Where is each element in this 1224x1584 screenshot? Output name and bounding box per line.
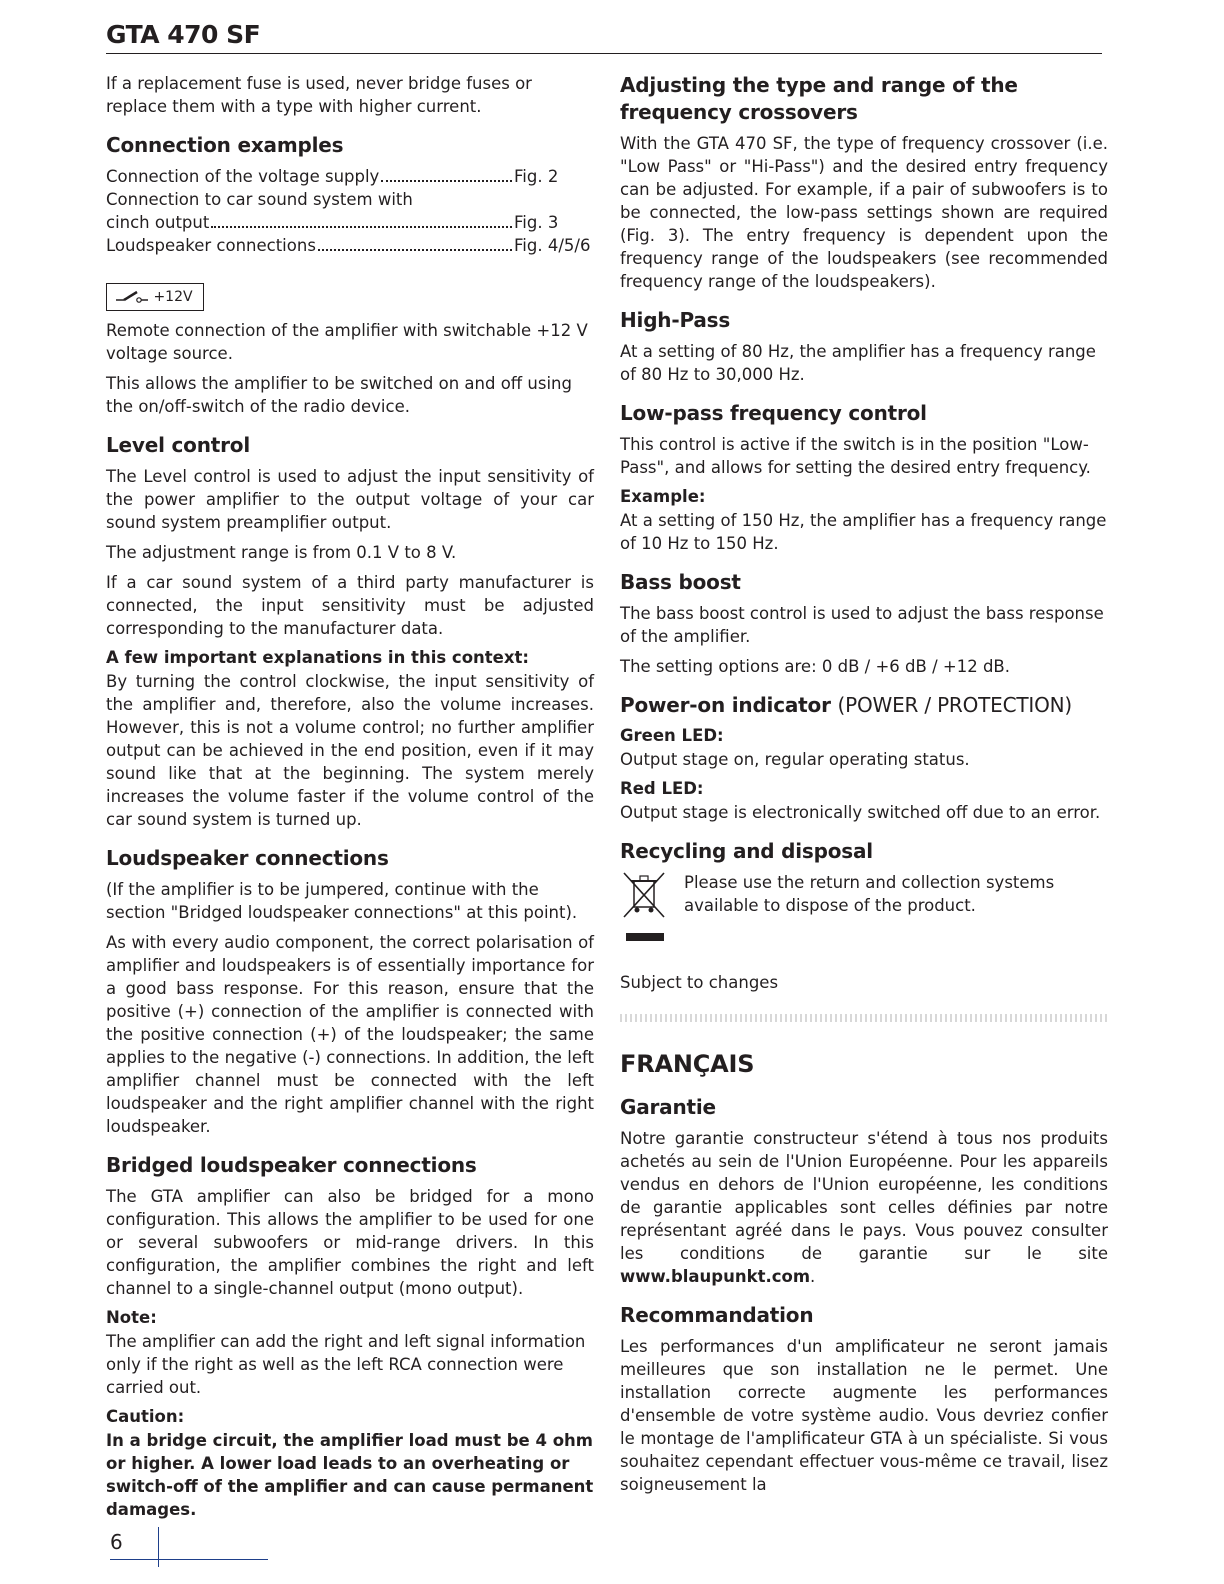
green-led-label: Green LED: — [620, 726, 724, 745]
level-text-2: The adjustment range is from 0.1 V to 8 V. — [106, 543, 457, 562]
bass-boost-heading: Bass boost — [620, 570, 741, 594]
bin-underline-bar — [626, 933, 664, 941]
low-pass-heading: Low-pass frequency control — [620, 401, 927, 425]
footer-horizontal-rule — [110, 1559, 268, 1560]
toc-row — [106, 188, 594, 211]
level-text-1: The Level control is used to adjust the input sensitivity of the power amplifier to the output voltage of your car sound system preamplifier output. — [106, 467, 594, 532]
caution-label: Caution: — [106, 1407, 185, 1426]
power-heading-suffix: (POWER / PROTECTION) — [837, 693, 1073, 717]
power-heading-main: Power-on indicator — [620, 693, 831, 717]
garantie-heading: Garantie — [620, 1095, 716, 1119]
header-rule — [106, 53, 1102, 54]
note-text: The amplifier can add the right and left signal information only if the right as well as the left RCA connection were carried out. — [106, 1332, 586, 1397]
loudspeaker-heading: Loudspeaker connections — [106, 846, 389, 870]
red-led-label: Red LED: — [620, 779, 704, 798]
left-column — [106, 72, 594, 1528]
red-led-text: Output stage is electronically switched off due to an error. — [620, 803, 1101, 822]
remote-text-2: This allows the amplifier to be switched on and off using the on/off-switch of the radio device. — [106, 374, 572, 416]
toc-row — [106, 165, 594, 188]
page-footer — [110, 1527, 270, 1567]
crossed-bin-icon — [620, 871, 668, 941]
page-title: GTA 470 SF — [106, 20, 261, 49]
toc-label: Connection of the voltage supply — [106, 167, 380, 186]
toc-ref: Fig. 4/5/6 — [514, 236, 591, 255]
toc-row — [106, 211, 594, 234]
connection-examples-list — [106, 165, 594, 257]
scan-artifact-divider — [620, 1014, 1108, 1022]
level-text-3: If a car sound system of a third party manufacturer is connected, the input sensitivity must be adjusted corresponding to the manufacturer data. — [106, 573, 594, 638]
toc-label: Connection to car sound system with — [106, 190, 413, 209]
toc-ref: Fig. 2 — [514, 167, 559, 186]
caution-text: In a bridge circuit, the amplifier load must be 4 ohm or higher. A lower load leads to an overheating or switch-off of the amplifier and can cause permanent damages. — [106, 1431, 594, 1519]
page-header — [106, 18, 1102, 52]
loudspeaker-text-1: (If the amplifier is to be jumpered, continue with the section "Bridged loudspeaker connections" at this point). — [106, 880, 578, 922]
toc-label: Loudspeaker connections — [106, 236, 316, 255]
garantie-end: . — [810, 1267, 816, 1286]
toc-leader — [318, 234, 512, 251]
recycling-heading: Recycling and disposal — [620, 839, 873, 863]
level-text-4: By turning the control clockwise, the input sensitivity of the amplifier and, therefore, also the volume increases. However, this is not a volume control; no further amplifier output can be achieved in the end position, even if it may sound like that at the beginning. The system merely increases the volume faster if the volume control of the car sound system is turned up. — [106, 672, 594, 829]
bass-boost-text-1: The bass boost control is used to adjust the bass response of the amplifier. — [620, 604, 1104, 646]
level-control-heading: Level control — [106, 433, 250, 457]
garantie-text — [620, 1127, 1108, 1288]
toc-leader — [211, 211, 512, 228]
bridged-heading: Bridged loudspeaker connections — [106, 1153, 477, 1177]
recommandation-heading: Recommandation — [620, 1303, 814, 1327]
recommandation-text: Les performances d'un amplificateur ne seront jamais meilleures que son installation ne le permet. Une installation correcte augmente les performances d'ensemble de votre système audio. Vous devriez confier le montage de l'amplificateur GTA à un spécialiste. Si vous souhaitez cependant effectuer vous-même ce travail, lisez soigneusement la — [620, 1337, 1108, 1494]
toc-ref: Fig. 3 — [514, 213, 559, 232]
green-led-text: Output stage on, regular operating status. — [620, 750, 970, 769]
subject-to-changes: Subject to changes — [620, 973, 779, 992]
page-number: 6 — [110, 1530, 123, 1554]
remote-label-box — [106, 283, 204, 311]
example-text: At a setting of 150 Hz, the amplifier has a frequency range of 10 Hz to 150 Hz. — [620, 511, 1107, 553]
low-pass-text: This control is active if the switch is in the position "Low-Pass", and allows for setting the desired entry frequency. — [620, 435, 1091, 477]
recycling-notice — [620, 871, 1108, 941]
crossover-heading: Adjusting the type and range of the frequency crossovers — [620, 73, 1018, 124]
blaupunkt-link[interactable]: www.blaupunkt.com — [620, 1267, 811, 1286]
power-indicator-heading — [620, 692, 1108, 719]
recycling-text: Please use the return and collection systems available to dispose of the product. — [684, 873, 1055, 915]
bridged-text: The GTA amplifier can also be bridged for a mono configuration. This allows the amplifier to be used for one or several subwoofers or mid-range drivers. In this configuration, the amplifier combines the right and left channel to a single-channel output (mono output). — [106, 1187, 594, 1298]
note-label: Note: — [106, 1308, 157, 1327]
garantie-body: Notre garantie constructeur s'étend à tous nos produits achetés au sein de l'Union Européenne. Pour les appareils vendus en dehors de l'Union européenne, les conditions de garantie applicables sont celles définies par notre représentant agréé dans le pays. Vous pouvez consulter les conditions de garantie sur le site — [620, 1129, 1108, 1263]
toc-leader — [381, 165, 512, 182]
high-pass-text: At a setting of 80 Hz, the amplifier has a frequency range of 80 Hz to 30,000 Hz. — [620, 342, 1096, 384]
right-column — [620, 72, 1108, 1503]
remote-text-1: Remote connection of the amplifier with switchable +12 V voltage source. — [106, 321, 588, 363]
crossover-text: With the GTA 470 SF, the type of frequency crossover (i.e. "Low Pass" or "Hi-Pass") and the desired entry frequency can be adjusted. For example, if a pair of subwoofers is to be connected, the low-pass settings shown are required (Fig. 3). The entry frequency is dependent upon the frequency range of the loudspeakers (see recommended frequency range of the loudspeakers). — [620, 134, 1108, 291]
footer-vertical-rule — [158, 1527, 159, 1567]
toc-label: cinch output — [106, 213, 210, 232]
toc-row — [106, 234, 594, 257]
high-pass-heading: High-Pass — [620, 308, 731, 332]
connection-examples-heading: Connection examples — [106, 133, 344, 157]
francais-heading: FRANÇAIS — [620, 1050, 755, 1078]
fuse-note: If a replacement fuse is used, never bridge fuses or replace them with a type with higher current. — [106, 74, 532, 116]
remote-voltage-label: +12V — [153, 289, 193, 305]
level-subheading: A few important explanations in this context: — [106, 648, 529, 667]
switch-icon — [115, 289, 153, 305]
example-label: Example: — [620, 487, 706, 506]
bass-boost-text-2: The setting options are: 0 dB / +6 dB / +12 dB. — [620, 657, 1010, 676]
loudspeaker-text-2: As with every audio component, the correct polarisation of amplifier and loudspeakers is of essentially importance for a good bass response. For this reason, ensure that the positive (+) connection of the amplifier is connected with the positive connection (+) of the loudspeaker; the same applies to the negative (-) connections. In addition, the left amplifier channel must be connected with the left loudspeaker and the right amplifier channel with the right loudspeaker. — [106, 933, 594, 1136]
